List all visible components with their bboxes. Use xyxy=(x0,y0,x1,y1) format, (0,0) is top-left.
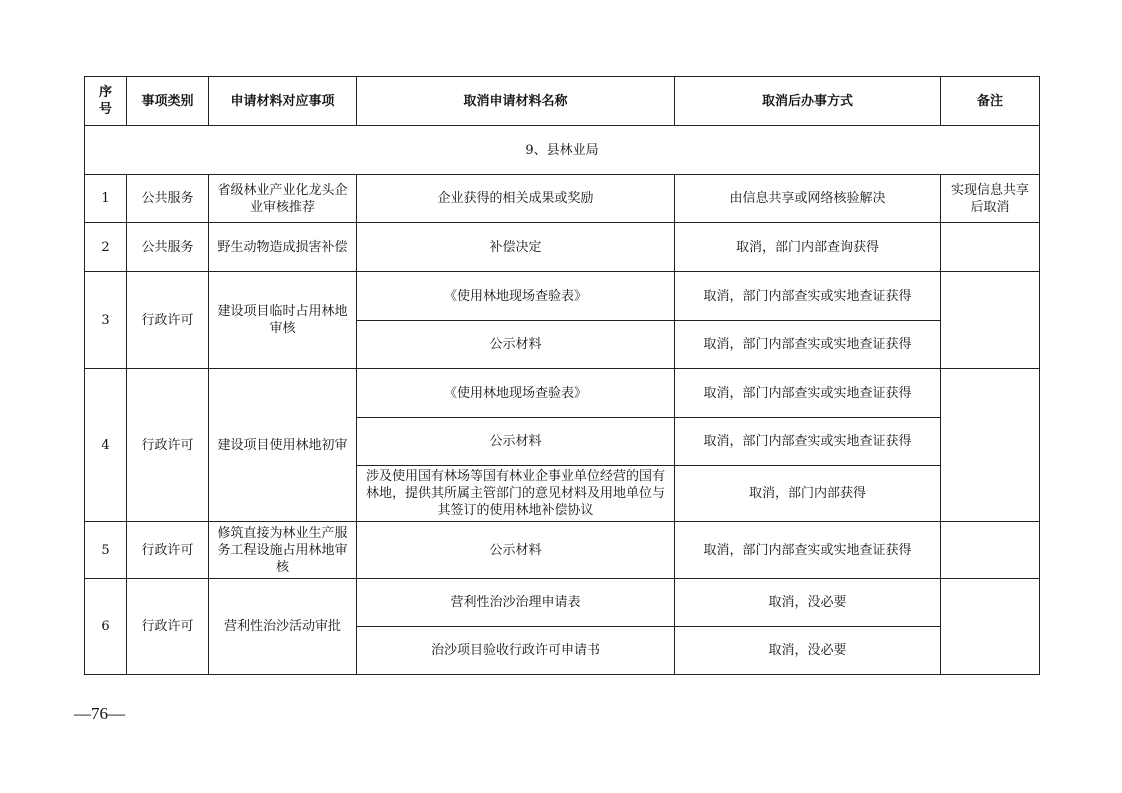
row-material: 公示材料 xyxy=(357,522,675,579)
row-remark: 实现信息共享后取消 xyxy=(941,175,1040,223)
row-remark xyxy=(941,272,1040,369)
header-category: 事项类别 xyxy=(127,77,209,126)
header-item: 申请材料对应事项 xyxy=(209,77,357,126)
table-row xyxy=(85,369,1040,418)
header-seq: 序号 xyxy=(85,77,127,126)
row-item: 建设项目临时占用林地审核 xyxy=(209,272,357,369)
row-material: 《使用林地现场查验表》 xyxy=(357,272,675,321)
page-number: —76— xyxy=(74,704,125,723)
row-category: 行政许可 xyxy=(127,579,209,675)
row-remark xyxy=(941,522,1040,579)
row-remark xyxy=(941,369,1040,522)
row-category: 行政许可 xyxy=(127,272,209,369)
row-category: 行政许可 xyxy=(127,522,209,579)
row-method: 由信息共享或网络核验解决 xyxy=(675,175,941,223)
row-category: 公共服务 xyxy=(127,175,209,223)
row-method: 取消，没必要 xyxy=(675,627,941,675)
header-row xyxy=(85,77,1040,126)
row-method: 取消，部门内部查实或实地查证获得 xyxy=(675,272,941,321)
row-item: 野生动物造成损害补偿 xyxy=(209,223,357,272)
row-seq: 2 xyxy=(85,223,127,272)
section-row xyxy=(85,126,1040,175)
row-method: 取消，部门内部获得 xyxy=(675,466,941,522)
row-material: 补偿决定 xyxy=(357,223,675,272)
row-category: 行政许可 xyxy=(127,369,209,522)
row-item: 省级林业产业化龙头企业审核推荐 xyxy=(209,175,357,223)
row-method: 取消，部门内部查实或实地查证获得 xyxy=(675,418,941,466)
row-seq: 5 xyxy=(85,522,127,579)
row-seq: 6 xyxy=(85,579,127,675)
table-row xyxy=(85,272,1040,321)
row-material: 企业获得的相关成果或奖励 xyxy=(357,175,675,223)
row-material: 公示材料 xyxy=(357,321,675,369)
row-material: 公示材料 xyxy=(357,418,675,466)
header-material: 取消申请材料名称 xyxy=(357,77,675,126)
row-method: 取消，部门内部查实或实地查证获得 xyxy=(675,522,941,579)
row-method: 取消，部门内部查询获得 xyxy=(675,223,941,272)
table-row xyxy=(85,175,1040,223)
row-material: 治沙项目验收行政许可申请书 xyxy=(357,627,675,675)
row-seq: 3 xyxy=(85,272,127,369)
row-method: 取消，没必要 xyxy=(675,579,941,627)
section-title: 9、县林业局 xyxy=(85,126,1040,175)
row-category: 公共服务 xyxy=(127,223,209,272)
row-material: 营利性治沙治理申请表 xyxy=(357,579,675,627)
table-row xyxy=(85,579,1040,627)
materials-table xyxy=(84,76,1040,675)
row-remark xyxy=(941,579,1040,675)
row-material: 《使用林地现场查验表》 xyxy=(357,369,675,418)
row-method: 取消，部门内部查实或实地查证获得 xyxy=(675,369,941,418)
row-material: 涉及使用国有林场等国有林业企事业单位经营的国有林地，提供其所属主管部门的意见材料及用地单位与其签订的使用林地补偿协议 xyxy=(357,466,675,522)
row-seq: 1 xyxy=(85,175,127,223)
row-seq: 4 xyxy=(85,369,127,522)
header-remark: 备注 xyxy=(941,77,1040,126)
row-item: 建设项目使用林地初审 xyxy=(209,369,357,522)
row-item: 营利性治沙活动审批 xyxy=(209,579,357,675)
row-item: 修筑直接为林业生产服务工程设施占用林地审核 xyxy=(209,522,357,579)
table-row xyxy=(85,522,1040,579)
row-method: 取消，部门内部查实或实地查证获得 xyxy=(675,321,941,369)
table-row xyxy=(85,223,1040,272)
header-method: 取消后办事方式 xyxy=(675,77,941,126)
row-remark xyxy=(941,223,1040,272)
